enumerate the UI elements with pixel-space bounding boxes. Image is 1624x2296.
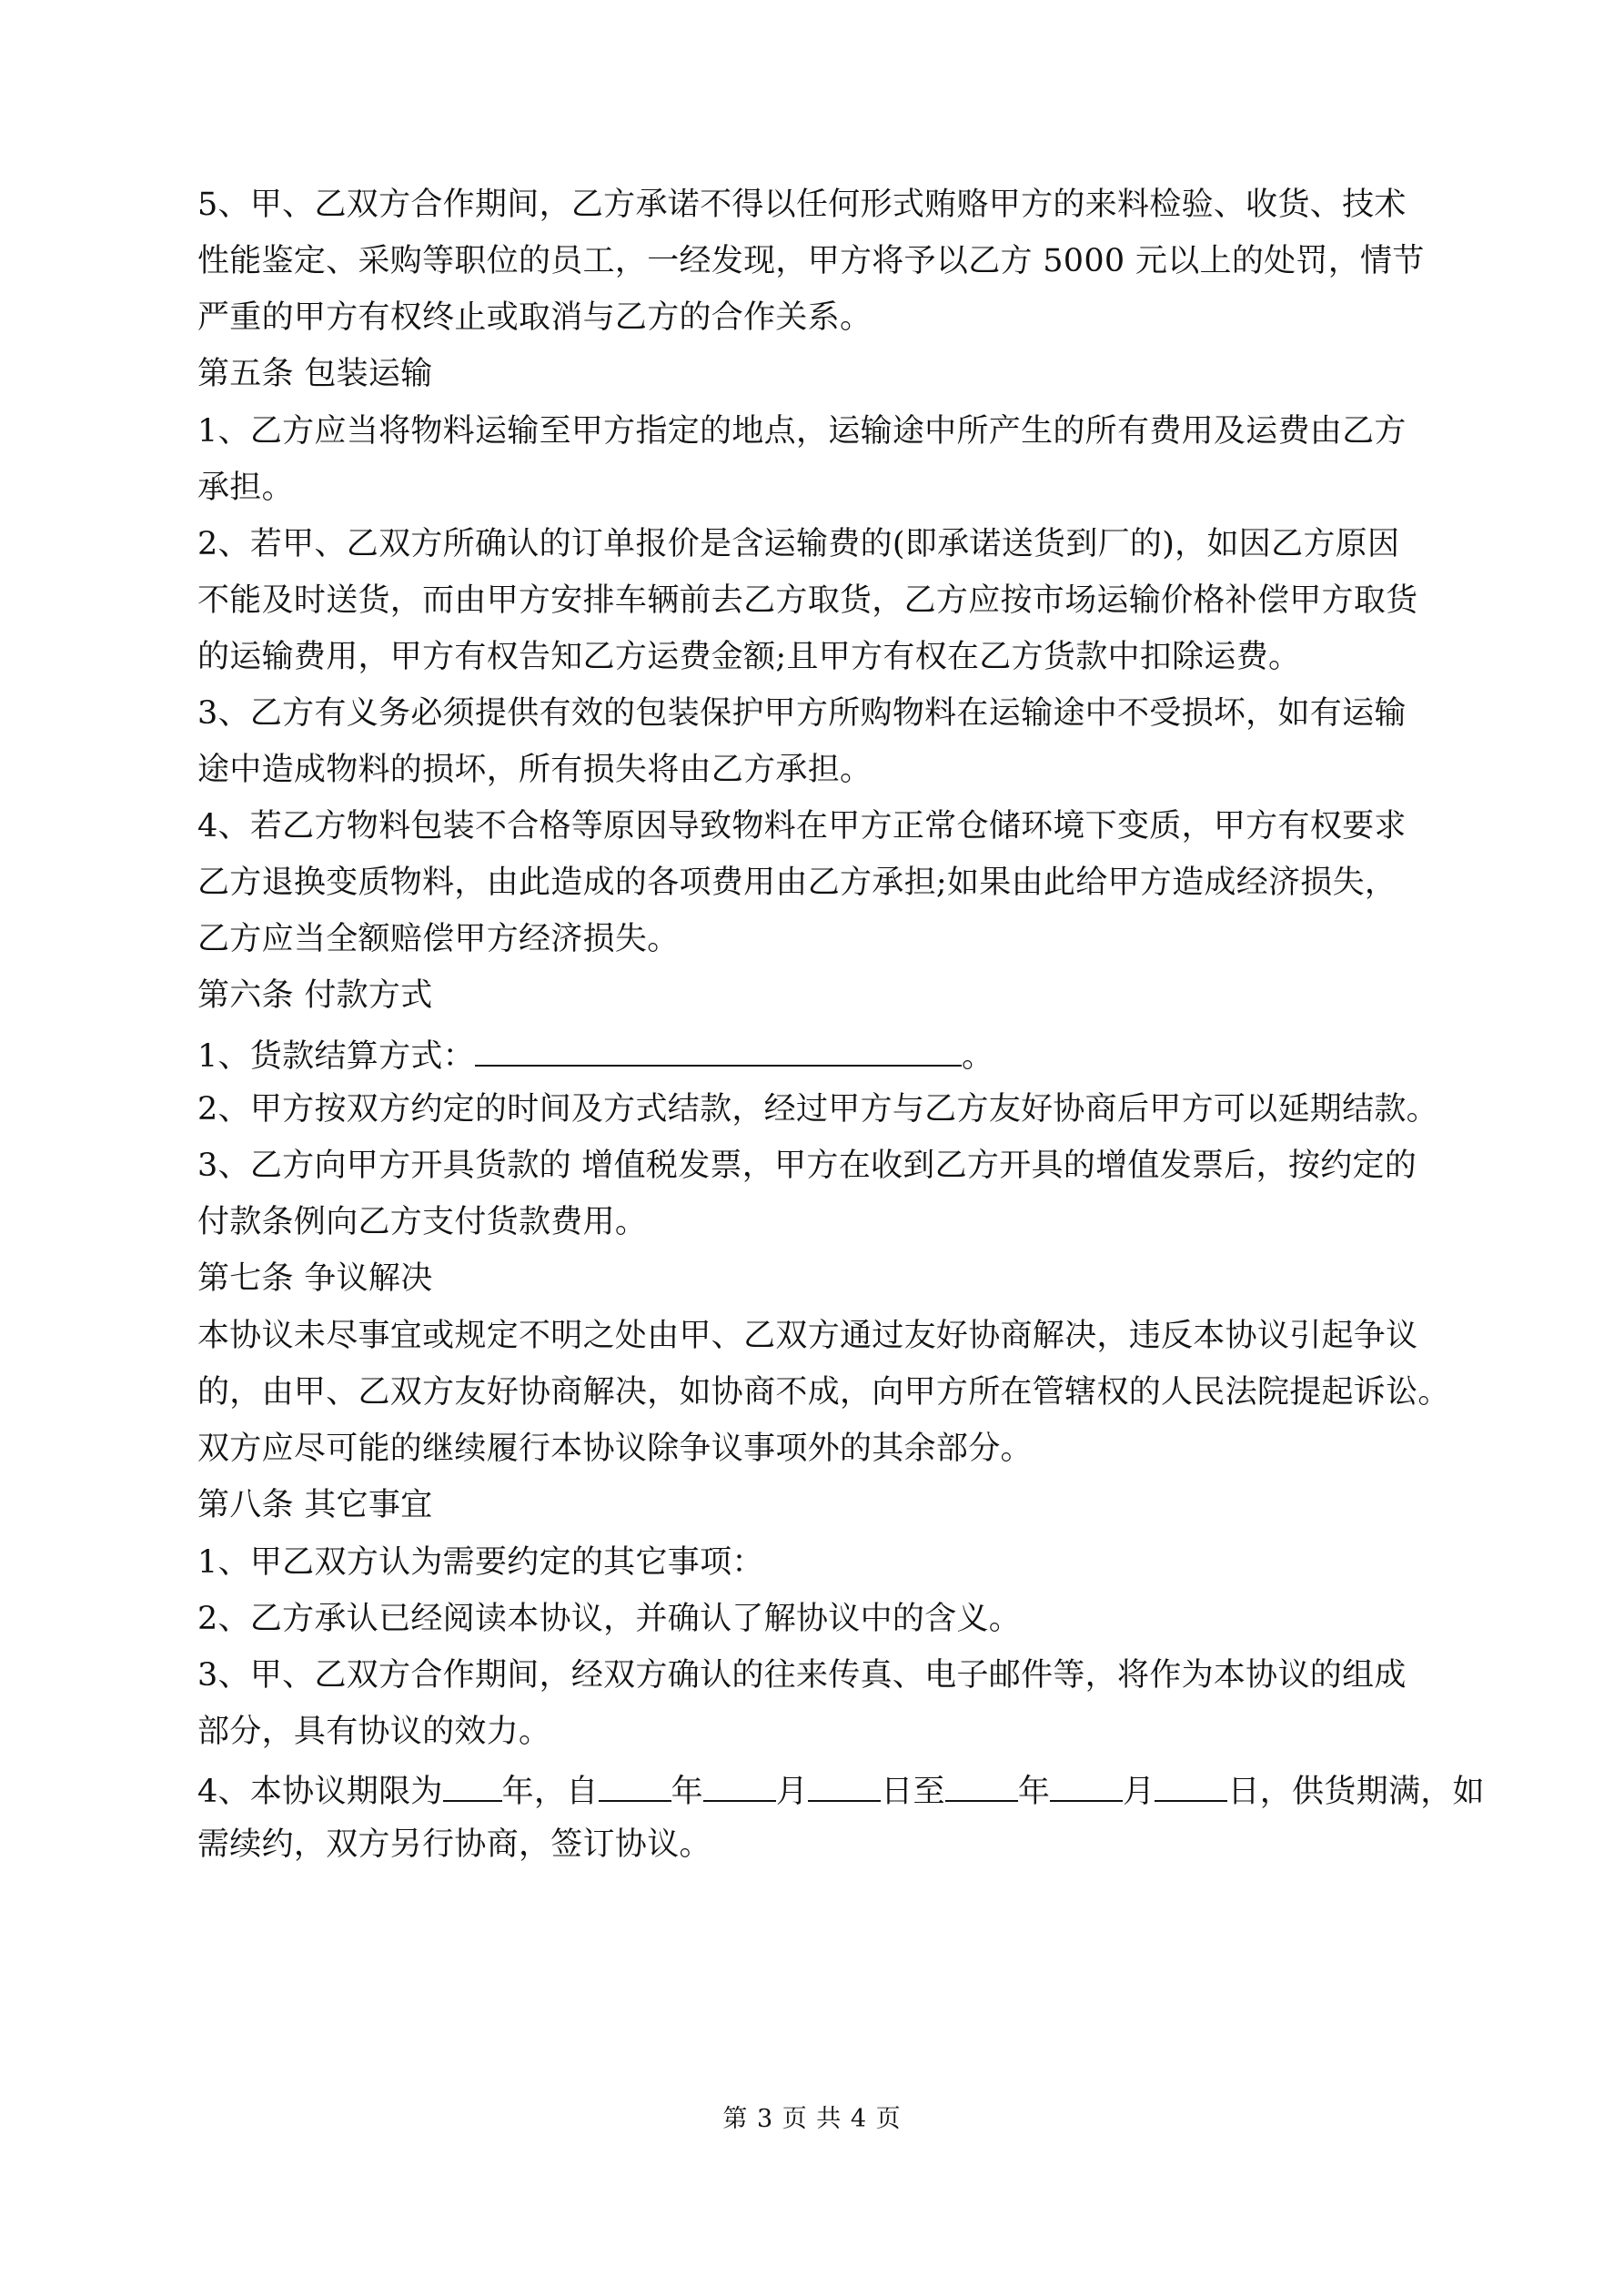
- paragraph-line: 3、乙方有义务必须提供有效的包装保护甲方所购物料在运输途中不受损坏，如有运输: [197, 695, 1407, 732]
- paragraph-line: 的，由甲、乙双方友好协商解决，如协商不成，向甲方所在管辖权的人民法院提起诉讼。: [197, 1374, 1450, 1411]
- term-text: 日，供货期满，如: [1227, 1774, 1485, 1810]
- paragraph-line: 2、乙方承认已经阅读本协议，并确认了解协议中的含义。: [197, 1601, 1022, 1637]
- end-month-blank: [1050, 1773, 1123, 1802]
- term-text: 月: [775, 1774, 809, 1810]
- article-7-heading: 第七条 争议解决: [197, 1260, 433, 1297]
- payment-method-line: [197, 1037, 1439, 1075]
- paragraph-line: 1、乙方应当将物料运输至甲方指定的地点，运输途中所产生的所有费用及运费由乙方: [197, 413, 1407, 450]
- paragraph-line: 的运输费用，甲方有权告知乙方运费金额;且甲方有权在乙方货款中扣除运费。: [197, 639, 1301, 675]
- paragraph-line: 双方应尽可能的继续履行本协议除争议事项外的其余部分。: [197, 1431, 1033, 1467]
- paragraph-line: 2、甲方按双方约定的时间及方式结款，经过甲方与乙方友好协商后甲方可以延期结款。: [197, 1091, 1438, 1128]
- document-body: [197, 187, 1485, 1886]
- start-day-blank: [808, 1773, 881, 1802]
- term-text: 日至: [881, 1774, 945, 1810]
- paragraph-line: 严重的甲方有权终止或取消与乙方的合作关系。: [197, 299, 873, 336]
- end-day-blank: [1155, 1773, 1227, 1802]
- paragraph-line: 承担。: [197, 470, 294, 506]
- payment-method-end: 。: [961, 1038, 994, 1075]
- paragraph-line: 途中造成物料的损坏，所有损失将由乙方承担。: [197, 752, 873, 788]
- paragraph-line: 本协议未尽事宜或规定不明之处由甲、乙双方通过友好协商解决，违反本协议引起争议: [197, 1318, 1418, 1354]
- paragraph-line: 2、若甲、乙双方所确认的订单报价是含运输费的(即承诺送货到厂的)，如因乙方原因: [197, 526, 1400, 562]
- paragraph-line: 部分，具有协议的效力。: [197, 1714, 551, 1750]
- article-5-heading: 第五条 包装运输: [197, 356, 433, 392]
- paragraph-line: 性能鉴定、采购等职位的员工，一经发现，甲方将予以乙方 5000 元以上的处罚，情节: [197, 243, 1425, 279]
- paragraph-line: 5、甲、乙双方合作期间，乙方承诺不得以任何形式贿赂甲方的来料检验、收货、技术: [197, 187, 1407, 223]
- term-years-blank: [443, 1773, 502, 1802]
- term-text: 4、本协议期限为: [197, 1774, 443, 1810]
- start-year-blank: [599, 1773, 671, 1802]
- article-6-heading: 第六条 付款方式: [197, 977, 433, 1014]
- paragraph-line: 付款条例向乙方支付货款费用。: [197, 1204, 648, 1240]
- paragraph-line: 乙方应当全额赔偿甲方经济损失。: [197, 921, 680, 957]
- term-line: [197, 1773, 1485, 1810]
- paragraph-line: 需续约，双方另行协商，签订协议。: [197, 1826, 711, 1863]
- article-8-heading: 第八条 其它事宜: [197, 1487, 433, 1523]
- payment-method-label: 1、货款结算方式：: [197, 1038, 475, 1075]
- start-month-blank: [703, 1773, 776, 1802]
- paragraph-line: 3、乙方向甲方开具货款的 增值税发票，甲方在收到乙方开具的增值发票后，按约定的: [197, 1148, 1417, 1184]
- end-year-blank: [945, 1773, 1018, 1802]
- paragraph-line: 不能及时送货，而由甲方安排车辆前去乙方取货，乙方应按市场运输价格补偿甲方取货: [197, 582, 1418, 619]
- payment-method-blank: [475, 1037, 962, 1067]
- page-indicator: 第 3 页 共 4 页: [722, 2105, 902, 2133]
- term-text: 年: [671, 1774, 703, 1810]
- term-text: 年，自: [501, 1774, 599, 1810]
- term-text: 月: [1123, 1774, 1155, 1810]
- paragraph-line: 乙方退换变质物料，由此造成的各项费用由乙方承担;如果由此给甲方造成经济损失，: [197, 865, 1397, 901]
- paragraph-line: 3、甲、乙双方合作期间，经双方确认的往来传真、电子邮件等，将作为本协议的组成: [197, 1657, 1407, 1694]
- paragraph-line: 4、若乙方物料包装不合格等原因导致物料在甲方正常仓储环境下变质，甲方有权要求: [197, 808, 1407, 845]
- term-text: 年: [1017, 1774, 1051, 1810]
- paragraph-line: 1、甲乙双方认为需要约定的其它事项：: [197, 1544, 764, 1581]
